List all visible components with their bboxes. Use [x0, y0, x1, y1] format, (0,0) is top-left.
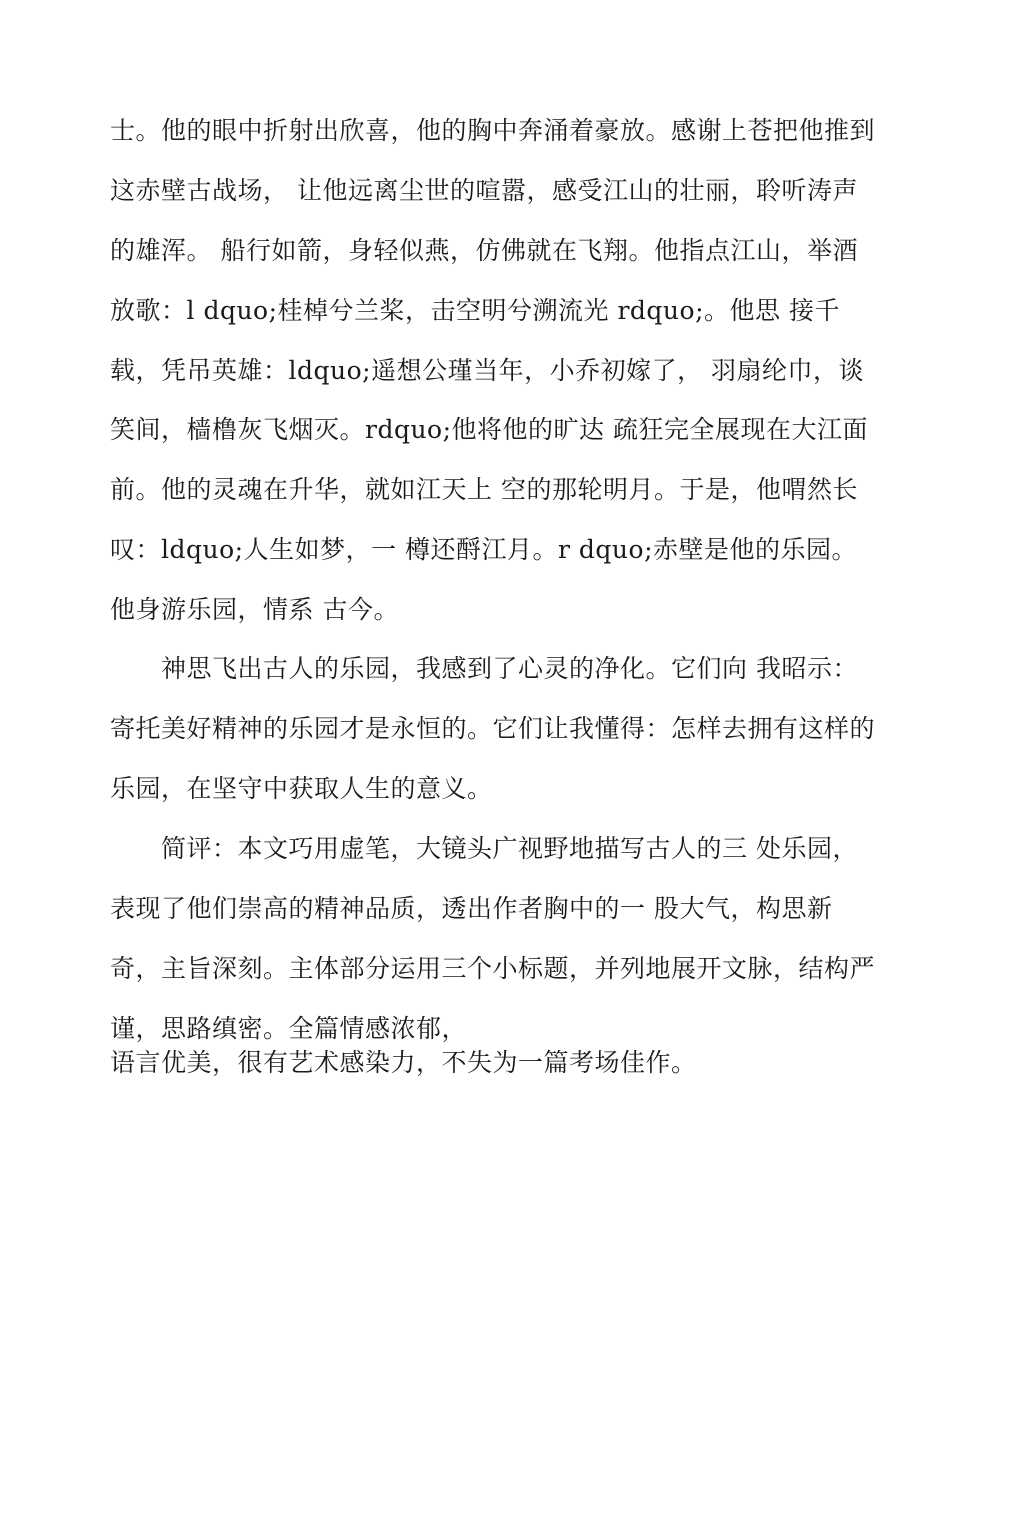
text-line: 笑间，樯橹灰飞烟灭。rdquo;他将他的旷达 疏狂完全展现在大江面: [110, 415, 868, 444]
text-line: 叹：ldquo;人生如梦，一 樽还酹江月。r dquo;赤壁是他的乐园。: [110, 535, 858, 564]
text-line: 表现了他们崇高的精神品质，透出作者胸中的一 股大气，构思新: [110, 894, 833, 923]
text-line: 乐园，在坚守中获取人生的意义。: [110, 774, 493, 803]
text-line: 前。他的灵魂在升华，就如江天上 空的那轮明月。于是，他喟然长: [110, 475, 858, 504]
text-line: 载，凭吊英雄：ldquo;遥想公瑾当年，小乔初嫁了， 羽扇纶巾，谈: [110, 356, 865, 385]
text-line: 谨，思路缜密。全篇情感浓郁，: [110, 1014, 468, 1043]
text-line: 的雄浑。 船行如箭，身轻似燕，仿佛就在飞翔。他指点江山，举酒: [110, 236, 858, 265]
text-line: 放歌：l dquo;桂棹兮兰桨，击空明兮溯流光 rdquo;。他思 接千: [110, 296, 840, 325]
text-line: 语言优美，很有艺术感染力，不失为一篇考场佳作。: [110, 1048, 697, 1077]
text-line: 这赤壁古战场， 让他远离尘世的喧嚣，感受江山的壮丽，聆听涛声: [110, 176, 858, 205]
comment-first-line: 简评：本文巧用虚笔，大镜头广视野地描写古人的三 处乐园，: [110, 834, 858, 863]
text-line: 奇，主旨深刻。主体部分运用三个小标题，并列地展开文脉，结构严: [110, 954, 876, 983]
paragraph-first-line: 神思飞出古人的乐园，我感到了心灵的净化。它们向 我昭示：: [110, 654, 858, 683]
text-line: 士。他的眼中折射出欣喜，他的胸中奔涌着豪放。感谢上苍把他推到: [110, 116, 876, 145]
text-line: 寄托美好精神的乐园才是永恒的。它们让我懂得：怎样去拥有这样的: [110, 714, 876, 743]
text-line: 他身游乐园，情系 古今。: [110, 595, 399, 624]
